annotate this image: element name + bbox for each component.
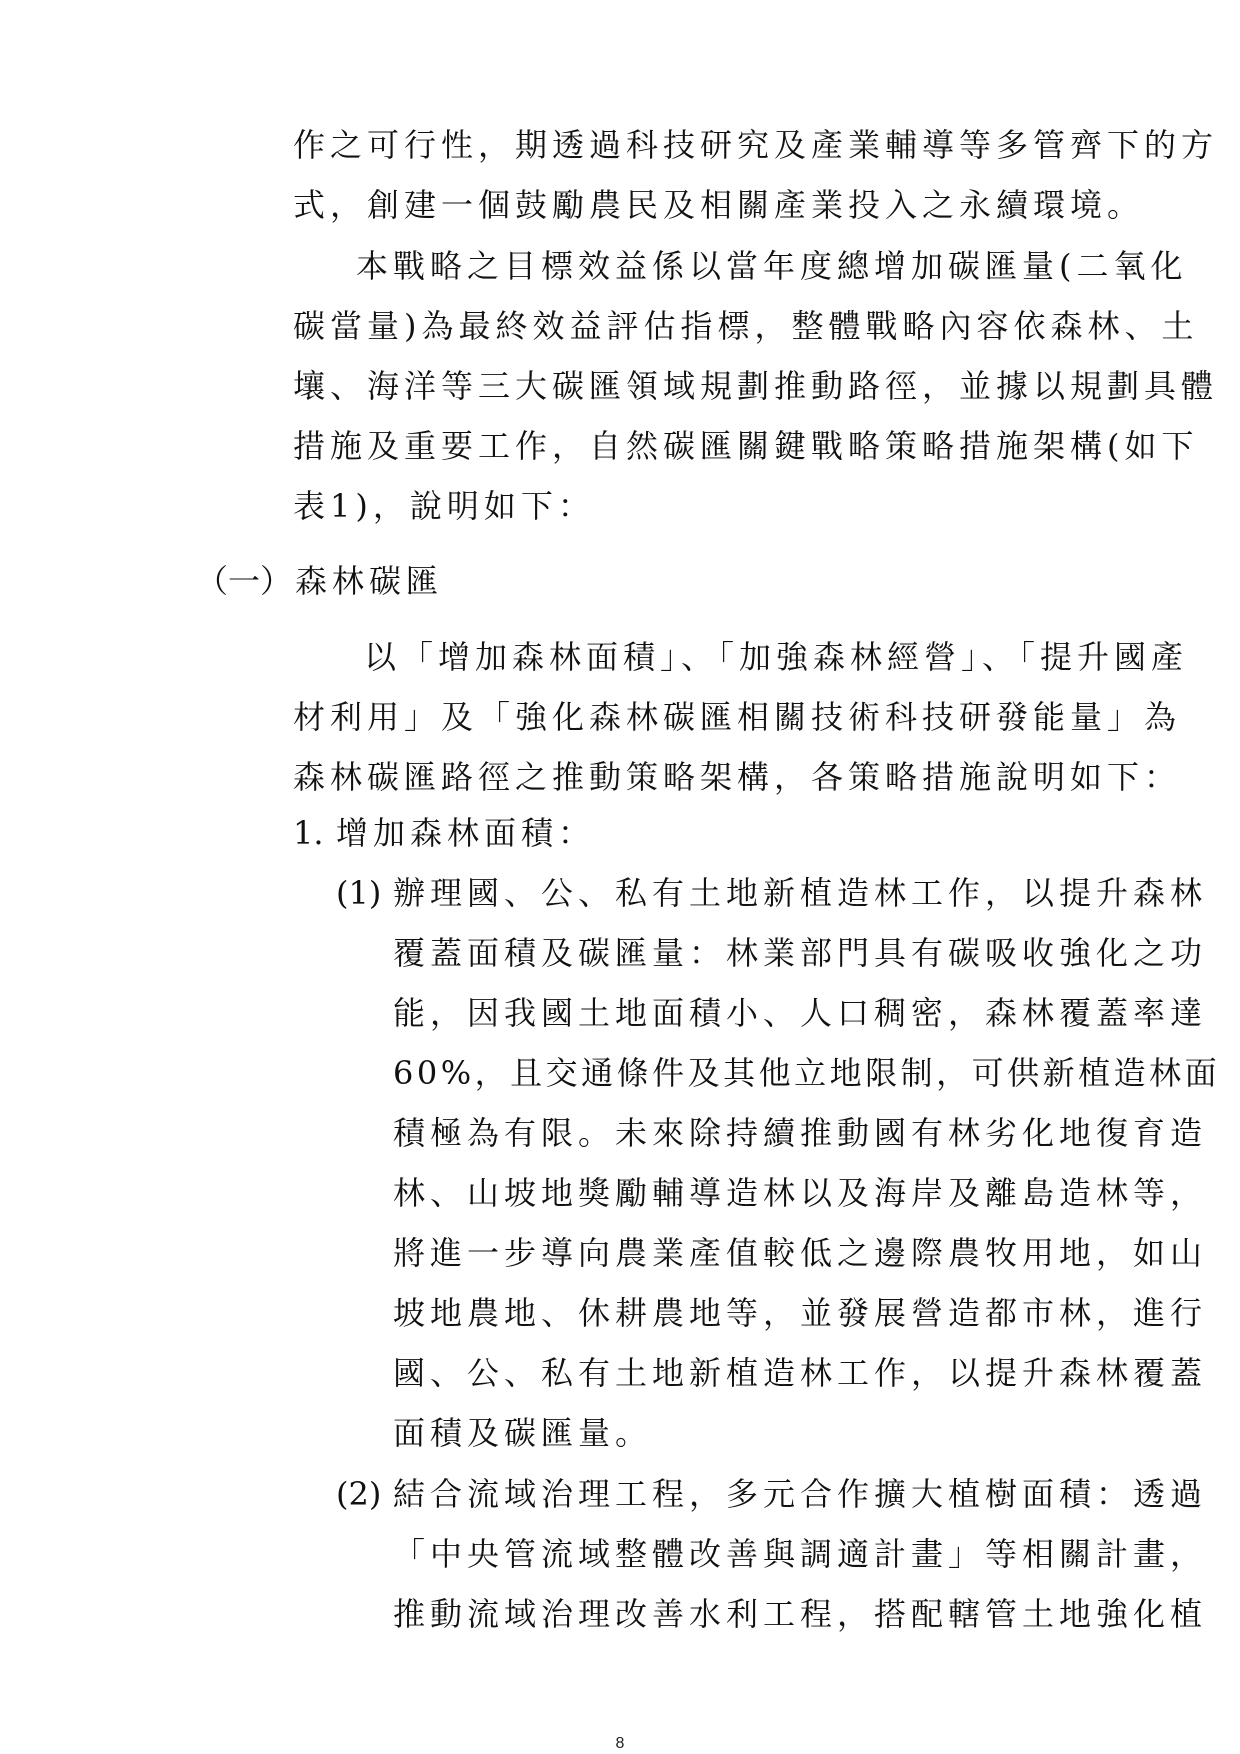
sub-item-1-line-6: 林、山坡地獎勵輔導造林以及海岸及離島造林等，: [393, 1174, 1208, 1212]
page-number: 8: [615, 1735, 625, 1752]
sub-item-1-line-8: 坡地農地、休耕農地等，並發展營造都市林，進行: [393, 1294, 1208, 1332]
objective-line-5: 表1)，說明如下：: [293, 487, 595, 525]
objective-line-1: 本戰略之目標效益係以當年度總增加碳匯量(二氧化: [356, 247, 1188, 285]
sub-item-2-number: (2): [336, 1475, 382, 1513]
sub-item-1-line-10: 面積及碳匯量。: [393, 1414, 653, 1452]
sub-item-2-line-2: 「中央管流域整體改善與調適計畫」等相關計畫，: [393, 1535, 1208, 1573]
sub-item-1-line-4: 60%，且交通條件及其他立地限制，可供新植造林面: [393, 1054, 1221, 1092]
section-intro-line-2: 材利用」及「強化森林碳匯相關技術科技研發能量」為: [293, 698, 1182, 736]
intro-line-1: 作之可行性，期透過科技研究及產業輔導等多管齊下的方: [293, 126, 1219, 164]
section-intro-line-1: 以「增加森林面積」、「加強森林經營」、「提升國產: [364, 638, 1189, 676]
section-title: 森林碳匯: [295, 562, 444, 600]
sub-item-2-line-1: 結合流域治理工程，多元合作擴大植樹面積：透過: [393, 1475, 1208, 1513]
sub-item-1-line-1: 辦理國、公、私有土地新植造林工作，以提升森林: [393, 874, 1208, 912]
section-number: （一）: [196, 562, 293, 600]
sub-item-1-line-5: 積極為有限。未來除持續推動國有林劣化地復育造: [393, 1114, 1208, 1152]
item-1-number: 1.: [293, 814, 324, 852]
sub-item-1-line-3: 能，因我國土地面積小、人口稠密，森林覆蓋率達: [393, 994, 1208, 1032]
objective-line-4: 措施及重要工作，自然碳匯關鍵戰略策略措施架構(如下: [293, 427, 1199, 465]
objective-line-3: 壤、海洋等三大碳匯領域規劃推動路徑，並據以規劃具體: [293, 367, 1219, 405]
intro-line-2: 式，創建一個鼓勵農民及相關產業投入之永續環境。: [293, 186, 1145, 224]
sub-item-1-line-2: 覆蓋面積及碳匯量：林業部門具有碳吸收強化之功: [393, 934, 1208, 972]
sub-item-1-line-7: 將進一步導向農業產值較低之邊際農牧用地，如山: [393, 1234, 1208, 1272]
section-intro-line-3: 森林碳匯路徑之推動策略架構，各策略措施說明如下：: [293, 758, 1182, 796]
sub-item-2-line-3: 推動流域治理改善水利工程，搭配轄管土地強化植: [393, 1595, 1208, 1633]
sub-item-1-line-9: 國、公、私有土地新植造林工作，以提升森林覆蓋: [393, 1354, 1208, 1392]
item-1-title: 增加森林面積：: [336, 814, 596, 852]
sub-item-1-number: (1): [336, 874, 382, 912]
objective-line-2: 碳當量)為最終效益評估指標，整體戰略內容依森林、土: [293, 307, 1199, 345]
